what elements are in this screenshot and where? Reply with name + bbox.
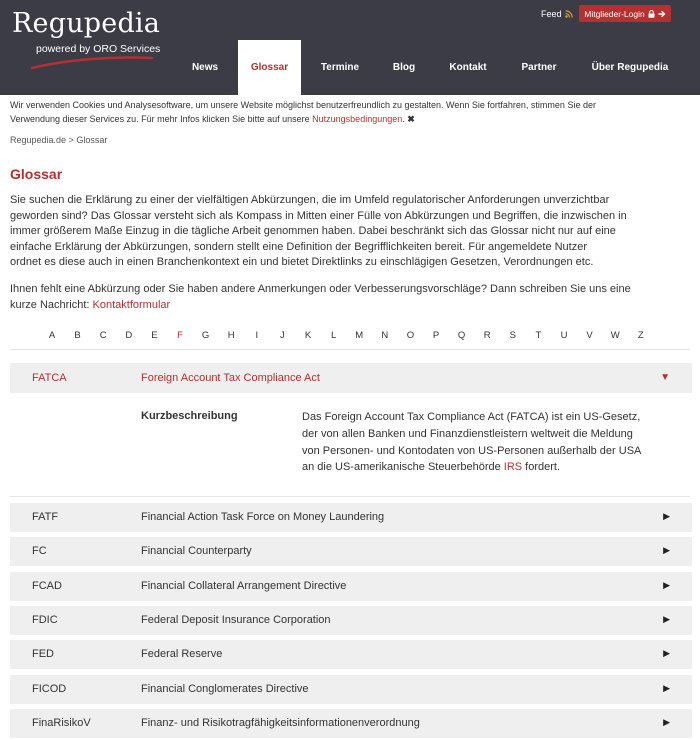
glossary-row-fatf[interactable] <box>10 503 692 532</box>
alphabet-letter-r[interactable]: R <box>483 330 491 341</box>
contact-form-link[interactable]: Kontaktformular <box>92 298 171 311</box>
entry-abbr: FATF <box>32 511 59 523</box>
intro-line: immer größerem Maße Einzug in die tägliche Arbeit genommen haben. Dabei beschränkt sich das Glossar nicht nur auf eine <box>10 225 616 237</box>
alphabet-letter-z[interactable]: Z <box>637 330 644 341</box>
alphabet-letter-f[interactable]: F <box>177 330 183 341</box>
alphabet-letter-e[interactable]: E <box>151 330 158 341</box>
entry-term: Federal Deposit Insurance Corporation <box>141 613 331 626</box>
intro-line: geworden sind? Das Glossar versteht sich als Kompass in Mitten einer Fülle von Abkürzungen und Begriffen, die inzwischen in <box>10 209 627 222</box>
alphabet-letter-m[interactable]: M <box>355 330 364 341</box>
feed-link[interactable] <box>541 9 573 19</box>
alphabet-letter-i[interactable]: I <box>255 330 259 341</box>
entry-term: Finanz- und Risikotragfähigkeitsinformationenverordnung <box>141 716 420 729</box>
contact-prefix: kurze Nachricht: <box>10 298 93 311</box>
page-title: Glossar <box>10 166 63 182</box>
cookie-text-prefix: Verwendung dieser Services zu. Für mehr Infos klicken Sie bitte auf unsere <box>10 114 313 124</box>
logo-swoosh-icon <box>30 54 154 70</box>
arrow-right-icon <box>658 10 666 18</box>
alphabet-letter-j[interactable]: J <box>280 330 285 341</box>
entry-term: Financial Counterparty <box>141 545 252 558</box>
glossary-row-fed[interactable] <box>10 640 692 669</box>
glossary-row-finarisikov[interactable] <box>10 709 692 738</box>
intro-line: ordnet es diese auch in einen Branchenkontext ein und bietet Direktlinks zu einschlägigen Gesetzen, Verordnungen etc. <box>10 256 594 268</box>
breadcrumb-current: Glossar <box>76 135 108 145</box>
nav-glossar[interactable]: Glossar <box>238 40 301 95</box>
detail-line: Das Foreign Account Tax Compliance Act (FATCA) ist ein US-Gesetz, <box>302 411 641 423</box>
cookie-text-line2 <box>10 112 690 126</box>
entry-abbr: FICOD <box>32 682 67 695</box>
detail-divider <box>10 496 690 497</box>
entry-abbr: FCAD <box>32 579 62 592</box>
caret-right-icon[interactable]: ▶ <box>663 579 670 590</box>
member-login-button[interactable] <box>579 5 671 22</box>
detail-line <box>302 459 682 476</box>
entry-abbr: FATCA <box>32 372 67 384</box>
nav-partner[interactable]: Partner <box>521 62 557 73</box>
glossary-row-ficod[interactable] <box>10 675 692 704</box>
caret-right-icon[interactable]: ▶ <box>663 511 670 521</box>
cookie-text-line1: Wir verwenden Cookies und Analysesoftware, um unsere Website möglichst benutzerfreundlich zu gestalten. Wenn Sie fortfahren, stimmen Sie der <box>10 100 596 110</box>
contact-text <box>10 282 690 313</box>
nav-termine[interactable]: Termine <box>320 62 360 73</box>
alphabet-letter-k[interactable]: K <box>304 330 312 341</box>
detail-suffix: fordert. <box>522 461 561 474</box>
alphabet-letter-v[interactable]: V <box>586 330 593 341</box>
glossary-row-fc[interactable] <box>10 537 692 566</box>
breadcrumb <box>10 135 107 145</box>
caret-right-icon[interactable]: ▶ <box>663 648 670 659</box>
entry-abbr: FC <box>32 545 47 558</box>
alphabet-letter-p[interactable]: P <box>432 330 440 341</box>
breadcrumb-home[interactable]: Regupedia.de <box>10 135 67 145</box>
alphabet-letter-o[interactable]: O <box>406 330 415 341</box>
alphabet-letter-g[interactable]: G <box>201 330 210 341</box>
alphabet-letter-s[interactable]: S <box>509 330 516 341</box>
contact-line <box>10 298 690 314</box>
alphabet-letter-h[interactable]: H <box>227 330 235 341</box>
alphabet-divider <box>10 349 690 350</box>
alphabet-letter-a[interactable]: A <box>48 330 56 341</box>
entry-term: Financial Conglomerates Directive <box>141 682 309 695</box>
alphabet-letter-u[interactable]: U <box>560 330 568 341</box>
lock-icon <box>648 10 655 18</box>
close-icon[interactable]: ✖ <box>407 114 415 124</box>
logo-title[interactable]: Regupedia <box>12 8 161 39</box>
caret-down-icon[interactable]: ▼ <box>660 372 670 383</box>
detail-line: der von allen Banken und Finanzdienstleistern weltweit die Meldung <box>302 427 633 440</box>
entry-term: Federal Reserve <box>141 648 223 661</box>
cookie-notice <box>10 98 690 126</box>
alphabet-letter-q[interactable]: Q <box>457 330 466 341</box>
terms-link[interactable]: Nutzungsbedingungen <box>312 114 403 124</box>
alphabet-letter-n[interactable]: N <box>381 330 389 341</box>
entry-abbr: FinaRisikoV <box>32 716 91 729</box>
nav-ueber-regupedia[interactable]: Über Regupedia <box>591 62 669 73</box>
detail-prefix: an die US-amerikanische Steuerbehörde <box>302 461 504 474</box>
alphabet-letter-t[interactable]: T <box>535 330 542 341</box>
entry-abbr: FDIC <box>32 613 58 626</box>
alphabet-letter-c[interactable]: C <box>99 330 107 341</box>
caret-right-icon[interactable]: ▶ <box>663 682 670 693</box>
rss-icon <box>565 10 573 18</box>
login-label: Mitglieder-Login <box>584 8 645 19</box>
entry-term: Financial Collateral Arrangement Directive <box>141 579 347 592</box>
intro-text <box>10 193 690 271</box>
nav-news[interactable]: News <box>191 62 219 73</box>
detail-line: von Personen- und Kontodaten von US-Personen außerhalb der USA <box>302 444 642 457</box>
cookie-text-suffix: . <box>402 114 405 124</box>
alphabet-letter-l[interactable]: L <box>330 330 337 341</box>
intro-line: Sie suchen die Erklärung zu einer der vielfältigen Abkürzungen, die im Umfeld regulatorischer Anforderungen unverzichtbar <box>10 194 610 206</box>
glossary-row-fcad[interactable] <box>10 572 692 601</box>
detail-label: Kurzbeschreibung <box>141 410 238 422</box>
caret-right-icon[interactable]: ▶ <box>663 716 670 727</box>
alphabet-letter-d[interactable]: D <box>125 330 133 341</box>
alphabet-letter-w[interactable]: W <box>610 330 620 341</box>
feed-label: Feed <box>541 9 562 19</box>
detail-description <box>302 409 682 476</box>
intro-line: einfache Erklärung der Abkürzungen, sondern stellt eine Definition der Begrifflichkeiten bereit. Für angemeldete Nutzer <box>10 240 588 253</box>
logo-subtitle: powered by ORO Services <box>36 43 161 55</box>
glossary-row-fdic[interactable] <box>10 606 692 635</box>
irs-link[interactable]: IRS <box>503 461 523 474</box>
caret-right-icon[interactable]: ▶ <box>663 613 670 624</box>
entry-term: Financial Action Task Force on Money Laundering <box>141 511 385 523</box>
site-header <box>0 0 700 95</box>
nav-blog[interactable]: Blog <box>392 62 416 73</box>
nav-kontakt[interactable]: Kontakt <box>449 62 487 73</box>
entry-term: Foreign Account Tax Compliance Act <box>141 372 320 384</box>
glossary-row-fatca[interactable] <box>10 363 692 393</box>
contact-line: Ihnen fehlt eine Abkürzung oder Sie haben andere Anmerkungen oder Verbesserungsvorschläge? Dann schreiben Sie uns eine <box>10 283 631 295</box>
breadcrumb-separator: > <box>68 135 74 145</box>
caret-right-icon[interactable]: ▶ <box>663 545 670 556</box>
entry-abbr: FED <box>32 648 54 661</box>
alphabet-letter-b[interactable]: B <box>74 330 81 341</box>
